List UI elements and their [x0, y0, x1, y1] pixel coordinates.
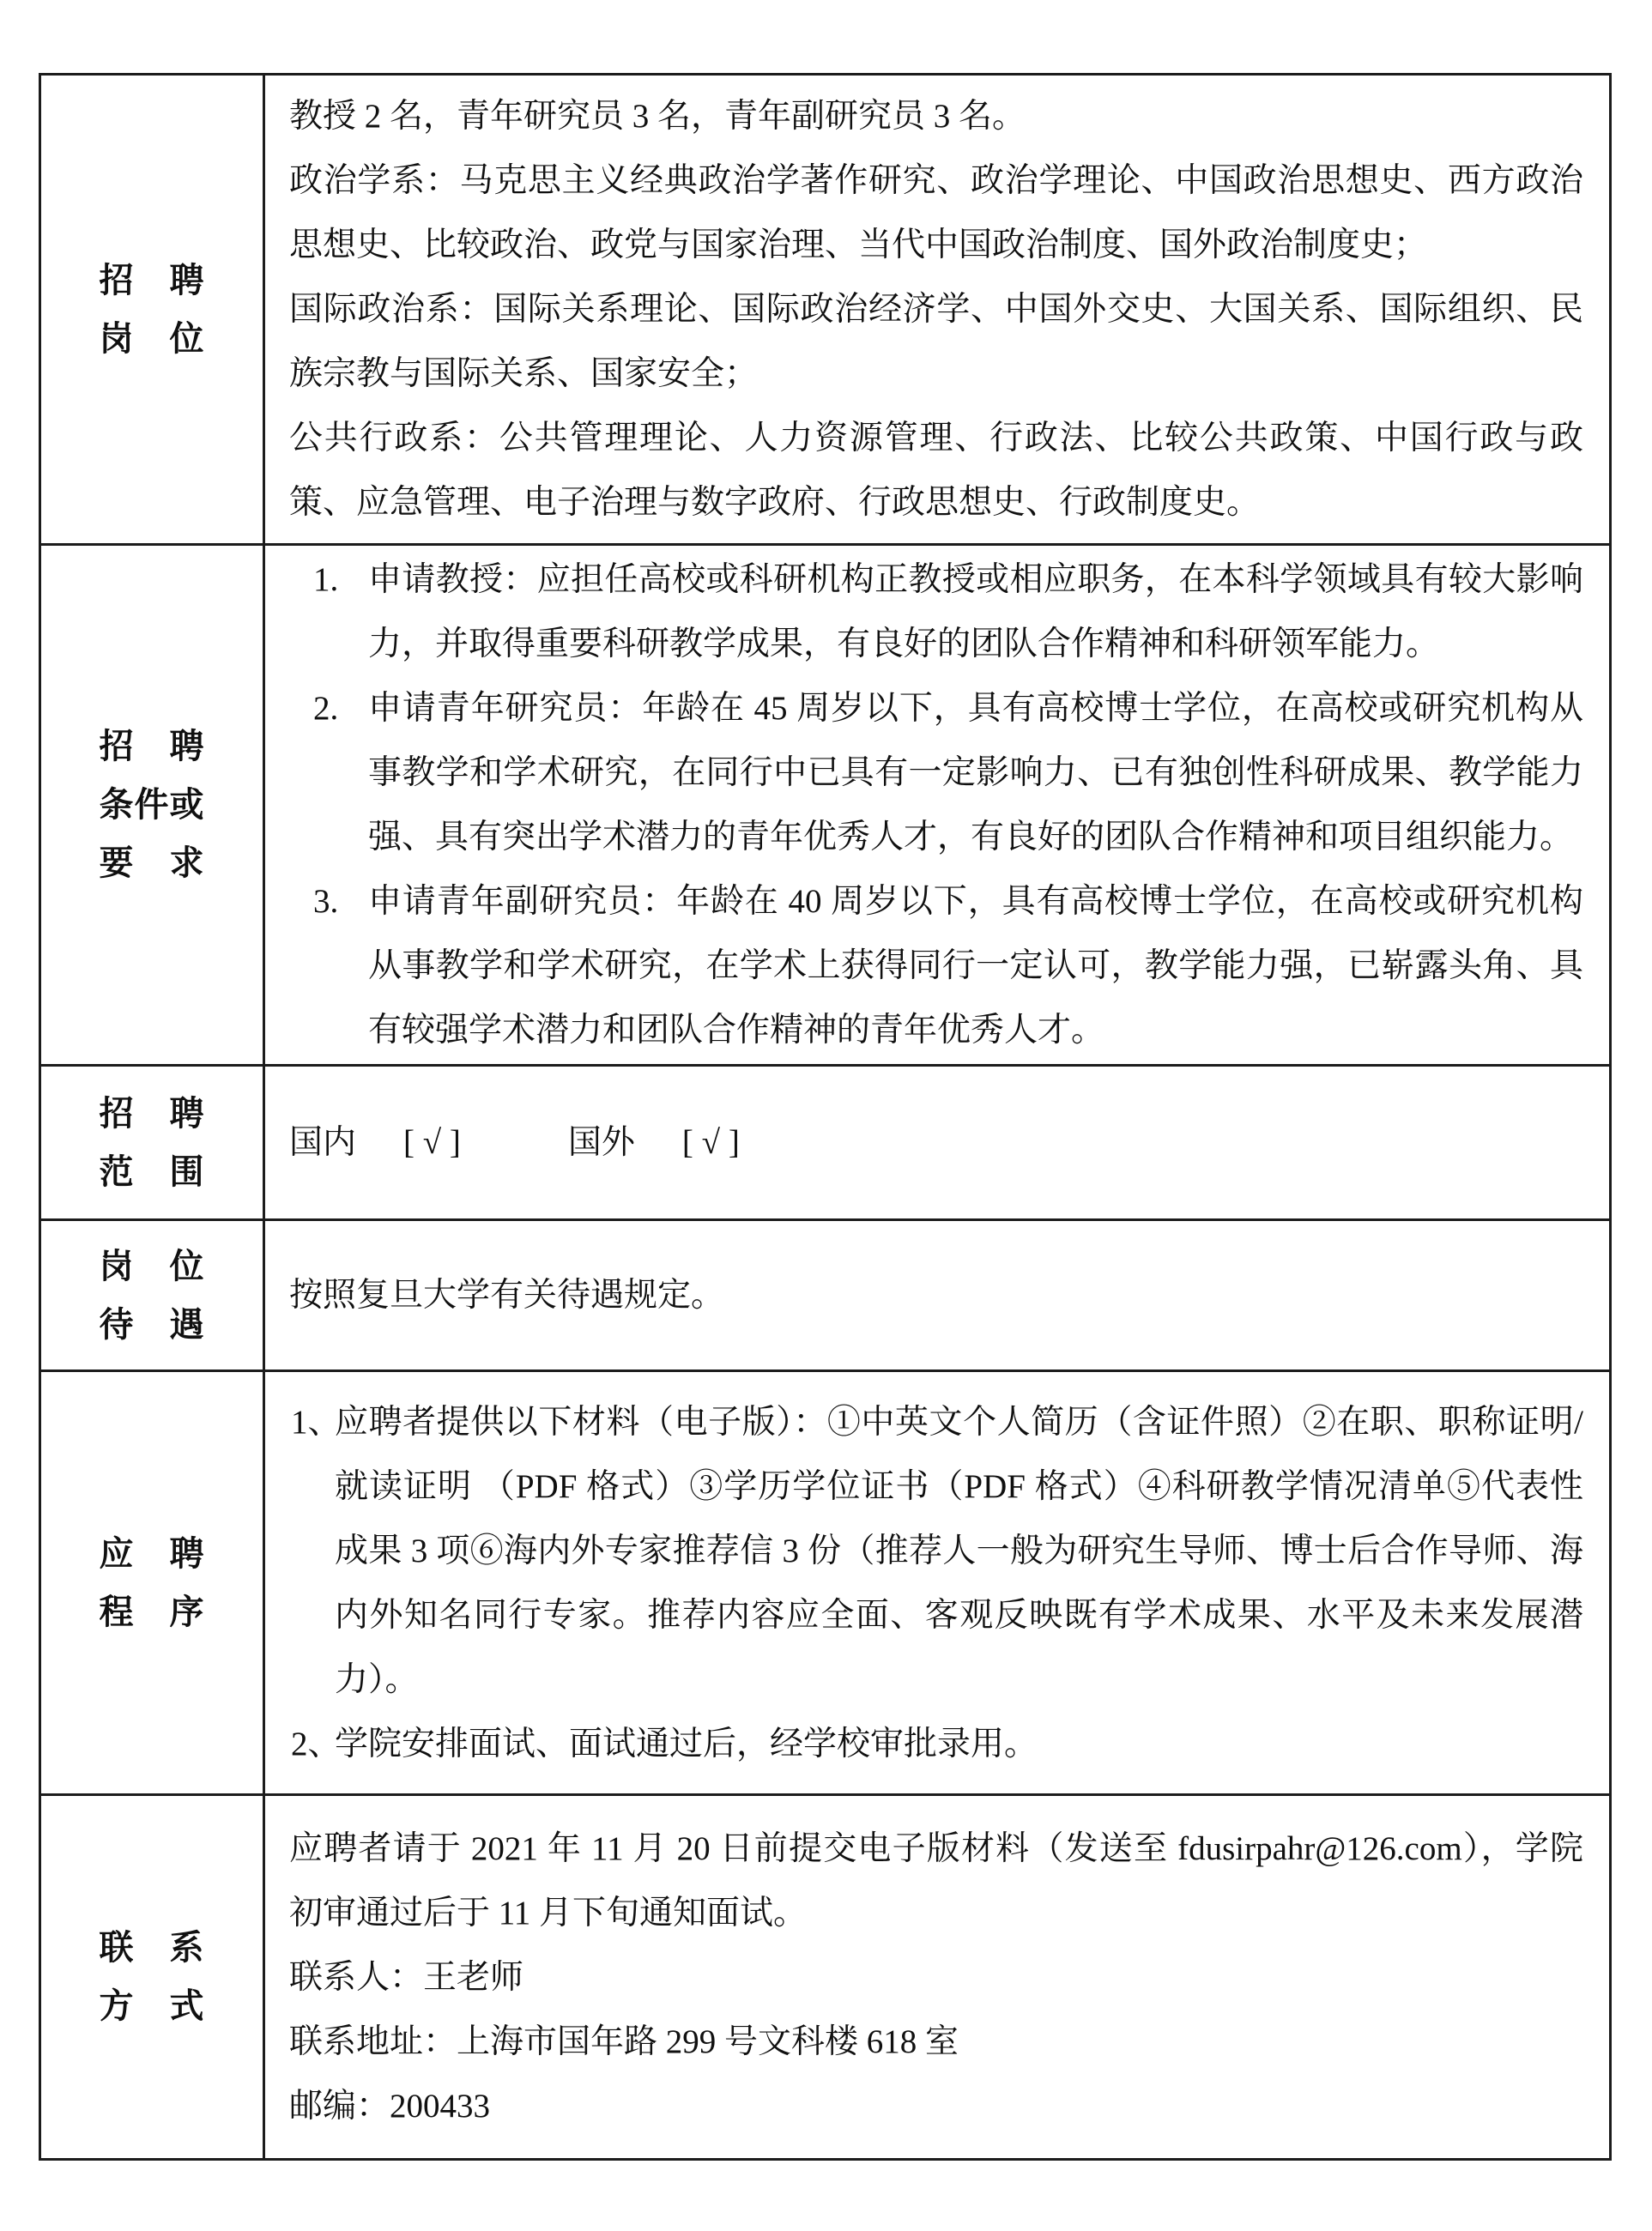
scope-domestic-checkbox: [ √ ]: [403, 1124, 461, 1161]
item-number: 1.: [313, 561, 339, 598]
row-content-contact: [265, 1796, 1609, 2158]
row-content-procedure: [265, 1372, 1609, 1793]
contact-postcode: 邮编：200433: [289, 2087, 491, 2125]
row-label-positions: [41, 76, 265, 543]
scope-domestic-label: 国内: [289, 1124, 357, 1161]
row-label-line: 招 聘: [99, 727, 205, 765]
item-number: 3.: [313, 883, 339, 920]
table-row-compensation: [41, 1218, 1609, 1369]
positions-public-admin-dept: 公共行政系：公共管理理论、人力资源管理、行政法、比较公共政策、中国行政与政策、应急管理、电子治理与数字政府、行政思想史、行政制度史。: [289, 420, 1583, 521]
scope-overseas-checkbox: [ √ ]: [681, 1124, 740, 1161]
row-label-line: 要 求: [99, 843, 205, 882]
procedure-item: [289, 1390, 1583, 1712]
row-content-compensation: [265, 1221, 1609, 1369]
table-row-positions: [41, 76, 1609, 543]
row-label-line: 岗 位: [99, 318, 205, 358]
row-label-line: 招 聘: [99, 1093, 205, 1133]
requirement-item: [289, 676, 1583, 869]
row-label-line: 岗 位: [99, 1246, 205, 1285]
item-number: 2.: [313, 690, 339, 727]
row-label-procedure: [41, 1372, 265, 1793]
row-label-line: 方 式: [99, 1986, 205, 2025]
table-row-scope: [41, 1064, 1609, 1218]
procedure-item: [289, 1712, 1583, 1776]
row-label-line: 应 聘: [99, 1533, 205, 1573]
item-text: 应聘者提供以下材料（电子版）：①中英文个人简历（含证件照）②在职、职称证明/就读证明 （PDF 格式）③学历学位证书（PDF 格式）④科研教学情况清单⑤代表性成果 3 项⑥海内外专家推荐信 3 份（推荐人一般为研究生导师、博士后合作导师、海内外知名同行专家。推荐内容应全面、客观反映既有学术成果、水平及未来发展潜力）。: [335, 1403, 1583, 1698]
row-label-line: 程 序: [99, 1592, 205, 1631]
scope-line: [289, 1110, 1583, 1175]
row-label-line: 联 系: [99, 1928, 205, 1967]
row-content-positions: [265, 76, 1609, 543]
row-label-line: 招 聘: [99, 260, 205, 299]
row-label-contact: [41, 1796, 265, 2158]
row-label-scope: [41, 1067, 265, 1218]
item-number: 2、: [291, 1725, 342, 1762]
item-text: 申请青年研究员：年龄在 45 周岁以下，具有高校博士学位，在高校或研究机构从事教学和学术研究，在同行中已具有一定影响力、已有独创性科研成果、教学能力强、具有突出学术潜力的青年优秀人才，有良好的团队合作精神和项目组织能力。: [368, 690, 1583, 856]
table-row-requirements: [41, 543, 1609, 1064]
positions-headcount: 教授 2 名，青年研究员 3 名，青年副研究员 3 名。: [289, 98, 1026, 135]
row-content-requirements: [265, 546, 1609, 1064]
contact-address: 联系地址：上海市国年路 299 号文科楼 618 室: [289, 2022, 959, 2060]
row-label-line: 待 遇: [99, 1304, 205, 1344]
contact-deadline: 应聘者请于 2021 年 11 月 20 日前提交电子版材料（发送至 fdusirpahr@126.com），学院初审通过后于 11 月下旬通知面试。: [289, 1829, 1583, 1932]
compensation-text: 按照复旦大学有关待遇规定。: [289, 1277, 725, 1314]
positions-intl-politics-dept: 国际政治系：国际关系理论、国际政治经济学、中国外交史、大国关系、国际组织、民族宗教与国际关系、国家安全；: [289, 291, 1583, 392]
row-label-compensation: [41, 1221, 265, 1369]
table-row-contact: [41, 1793, 1609, 2158]
row-content-scope: [265, 1067, 1609, 1218]
contact-person: 联系人：王老师: [289, 1958, 524, 1996]
positions-politics-dept: 政治学系：马克思主义经典政治学著作研究、政治学理论、中国政治思想史、西方政治思想史、比较政治、政党与国家治理、当代中国政治制度、国外政治制度史；: [289, 162, 1583, 263]
item-text: 申请教授：应担任高校或科研机构正教授或相应职务，在本科学领域具有较大影响力，并取得重要科研教学成果，有良好的团队合作精神和科研领军能力。: [368, 561, 1583, 662]
item-text: 学院安排面试、面试通过后，经学校审批录用。: [335, 1725, 1038, 1762]
item-text: 申请青年副研究员：年龄在 40 周岁以下，具有高校博士学位，在高校或研究机构从事教学和学术研究，在学术上获得同行一定认可，教学能力强，已崭露头角、具有较强学术潜力和团队合作精神的青年优秀人才。: [368, 883, 1583, 1049]
table-row-procedure: [41, 1369, 1609, 1793]
row-label-line: 条件或: [99, 785, 205, 824]
item-number: 1、: [291, 1403, 342, 1441]
row-label-requirements: [41, 546, 265, 1064]
recruitment-table: [39, 73, 1612, 2161]
requirement-item: [289, 869, 1583, 1062]
scope-overseas-label: 国外: [567, 1124, 635, 1161]
row-label-line: 范 围: [99, 1152, 205, 1191]
requirement-item: [289, 547, 1583, 676]
